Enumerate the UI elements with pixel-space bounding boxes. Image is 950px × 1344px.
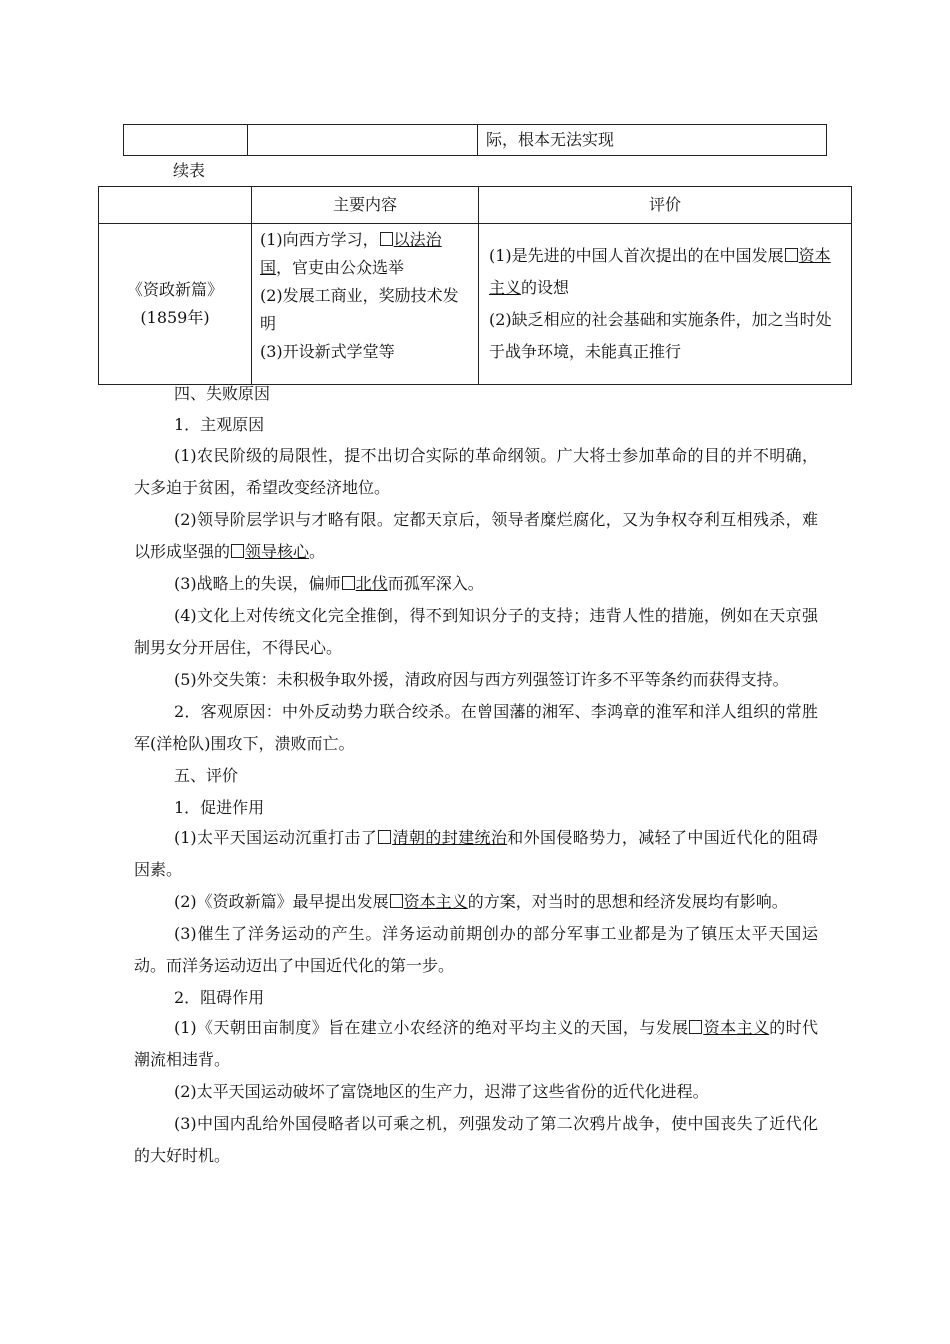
header-cell-content: 主要内容 [252, 187, 479, 224]
paragraph: (3)中国内乱给外国侵略者以可乘之机，列强发动了第二次鸦片战争，使中国丧失了近代化的大好时机。 [134, 1114, 818, 1165]
text-span: (1)太平天国运动沉重打击了 [174, 828, 378, 847]
text-span: 和外国侵略势力，减轻了中国近代化的阻碍因素。 [134, 828, 818, 879]
paragraph: (1)农民阶级的局限性，提不出切合实际的革命纲领。广大将士参加革命的目的并不明确，大多迫于贫困，希望改变经济地位。 [134, 446, 818, 497]
paragraph: 2．客观原因：中外反动势力联合绞杀。在曾国藩的湘军、李鸿章的淮军和洋人组织的常胜军(洋枪队)围攻下，溃败而亡。 [134, 702, 818, 753]
paragraph [134, 504, 818, 568]
top-table-fragment [123, 124, 827, 156]
evaluation-cell [479, 224, 852, 385]
underlined-answer: 北伐 [355, 574, 388, 593]
subsection-heading: 2．阻碍作用 [174, 988, 265, 1007]
subsection-heading: 1．促进作用 [174, 798, 265, 817]
section-heading: 五、评价 [174, 766, 239, 785]
paragraph: (2)太平天国运动破坏了富饶地区的生产力，迟滞了这些省份的近代化进程。 [174, 1082, 709, 1101]
paragraph [134, 822, 818, 886]
text-span: 的设想 [521, 278, 570, 297]
blank-box-icon [380, 232, 393, 246]
main-table [98, 186, 852, 385]
underlined-answer: 资本主义 [403, 892, 468, 911]
paragraph: (5)外交失策：未积极争取外援，清政府因与西方列强签订许多不平等条约而获得支持。 [174, 670, 789, 689]
blank-box-icon [689, 1020, 702, 1034]
underlined-answer: 以法治 [393, 230, 442, 249]
table-cell [124, 125, 248, 156]
evaluation-item-1 [489, 240, 841, 304]
table-row [124, 125, 827, 156]
text-span: (1)向西方学习， [260, 230, 379, 249]
text-span: 的方案，对当时的思想和经济发展均有影响。 [467, 892, 788, 911]
paragraph [134, 568, 818, 600]
paragraph: (3)催生了洋务运动的产生。洋务运动前期创办的部分军事工业都是为了镇压太平天国运动。而洋务运动迈出了中国近代化的第一步。 [134, 924, 818, 975]
subsection-heading: 1．主观原因 [174, 415, 265, 434]
underlined-answer: 清朝的封建统治 [392, 828, 508, 847]
blank-box-icon [342, 576, 355, 590]
text-span: 。 [309, 542, 326, 561]
content-item-1 [260, 226, 470, 282]
text-span: (1)《天朝田亩制度》旨在建立小农经济的绝对平均主义的天国，与发展 [174, 1018, 689, 1037]
paragraph [134, 886, 818, 918]
document-year: (1859年) [140, 308, 210, 327]
evaluation-item-2: (2)缺乏相应的社会基础和实施条件，加之当时处于战争环境，未能真正推行 [489, 310, 832, 361]
blank-box-icon [378, 830, 391, 844]
document-title: 《资政新篇》 [126, 280, 223, 299]
text-span: (2)《资政新篇》最早提出发展 [174, 892, 389, 911]
content-item-2: (2)发展工商业，奖励技术发明 [260, 286, 459, 333]
text-span: (1)是先进的中国人首次提出的在中国发展 [489, 246, 784, 265]
paragraph: (4)文化上对传统文化完全推倒，得不到知识分子的支持；违背人性的措施，例如在天京强制男女分开居住，不得民心。 [134, 606, 818, 657]
content-cell [252, 224, 479, 385]
header-cell-evaluation: 评价 [479, 187, 852, 224]
text-span: ，官吏由公众选举 [276, 258, 405, 277]
table-header-row [99, 187, 852, 224]
blank-box-icon [231, 544, 244, 558]
underlined-answer: 资本主义 [489, 246, 831, 297]
underlined-answer: 资本主义 [703, 1018, 770, 1037]
header-cell-empty [99, 187, 252, 224]
paragraph [134, 1012, 818, 1076]
content-item-3: (3)开设新式学堂等 [260, 342, 395, 361]
table-cell [248, 125, 478, 156]
continued-label: 续表 [173, 161, 206, 180]
text-span: 的时代潮流相违背。 [134, 1018, 818, 1069]
table-row [99, 224, 852, 385]
document-name-cell [99, 224, 252, 385]
table-cell: 际，根本无法实现 [478, 125, 827, 156]
underlined-answer: 国 [260, 258, 277, 277]
text-span: (3)战略上的失误，偏师 [174, 574, 341, 593]
underlined-answer: 领导核心 [245, 542, 310, 561]
section-heading: 四、失败原因 [174, 384, 271, 403]
blank-box-icon [785, 248, 798, 262]
text-span: 而孤军深入。 [387, 574, 484, 593]
blank-box-icon [390, 894, 403, 908]
text-span: (2)领导阶层学识与才略有限。定都天京后，领导者糜烂腐化，又为争权夺利互相残杀，难以形成坚强的 [134, 510, 818, 561]
